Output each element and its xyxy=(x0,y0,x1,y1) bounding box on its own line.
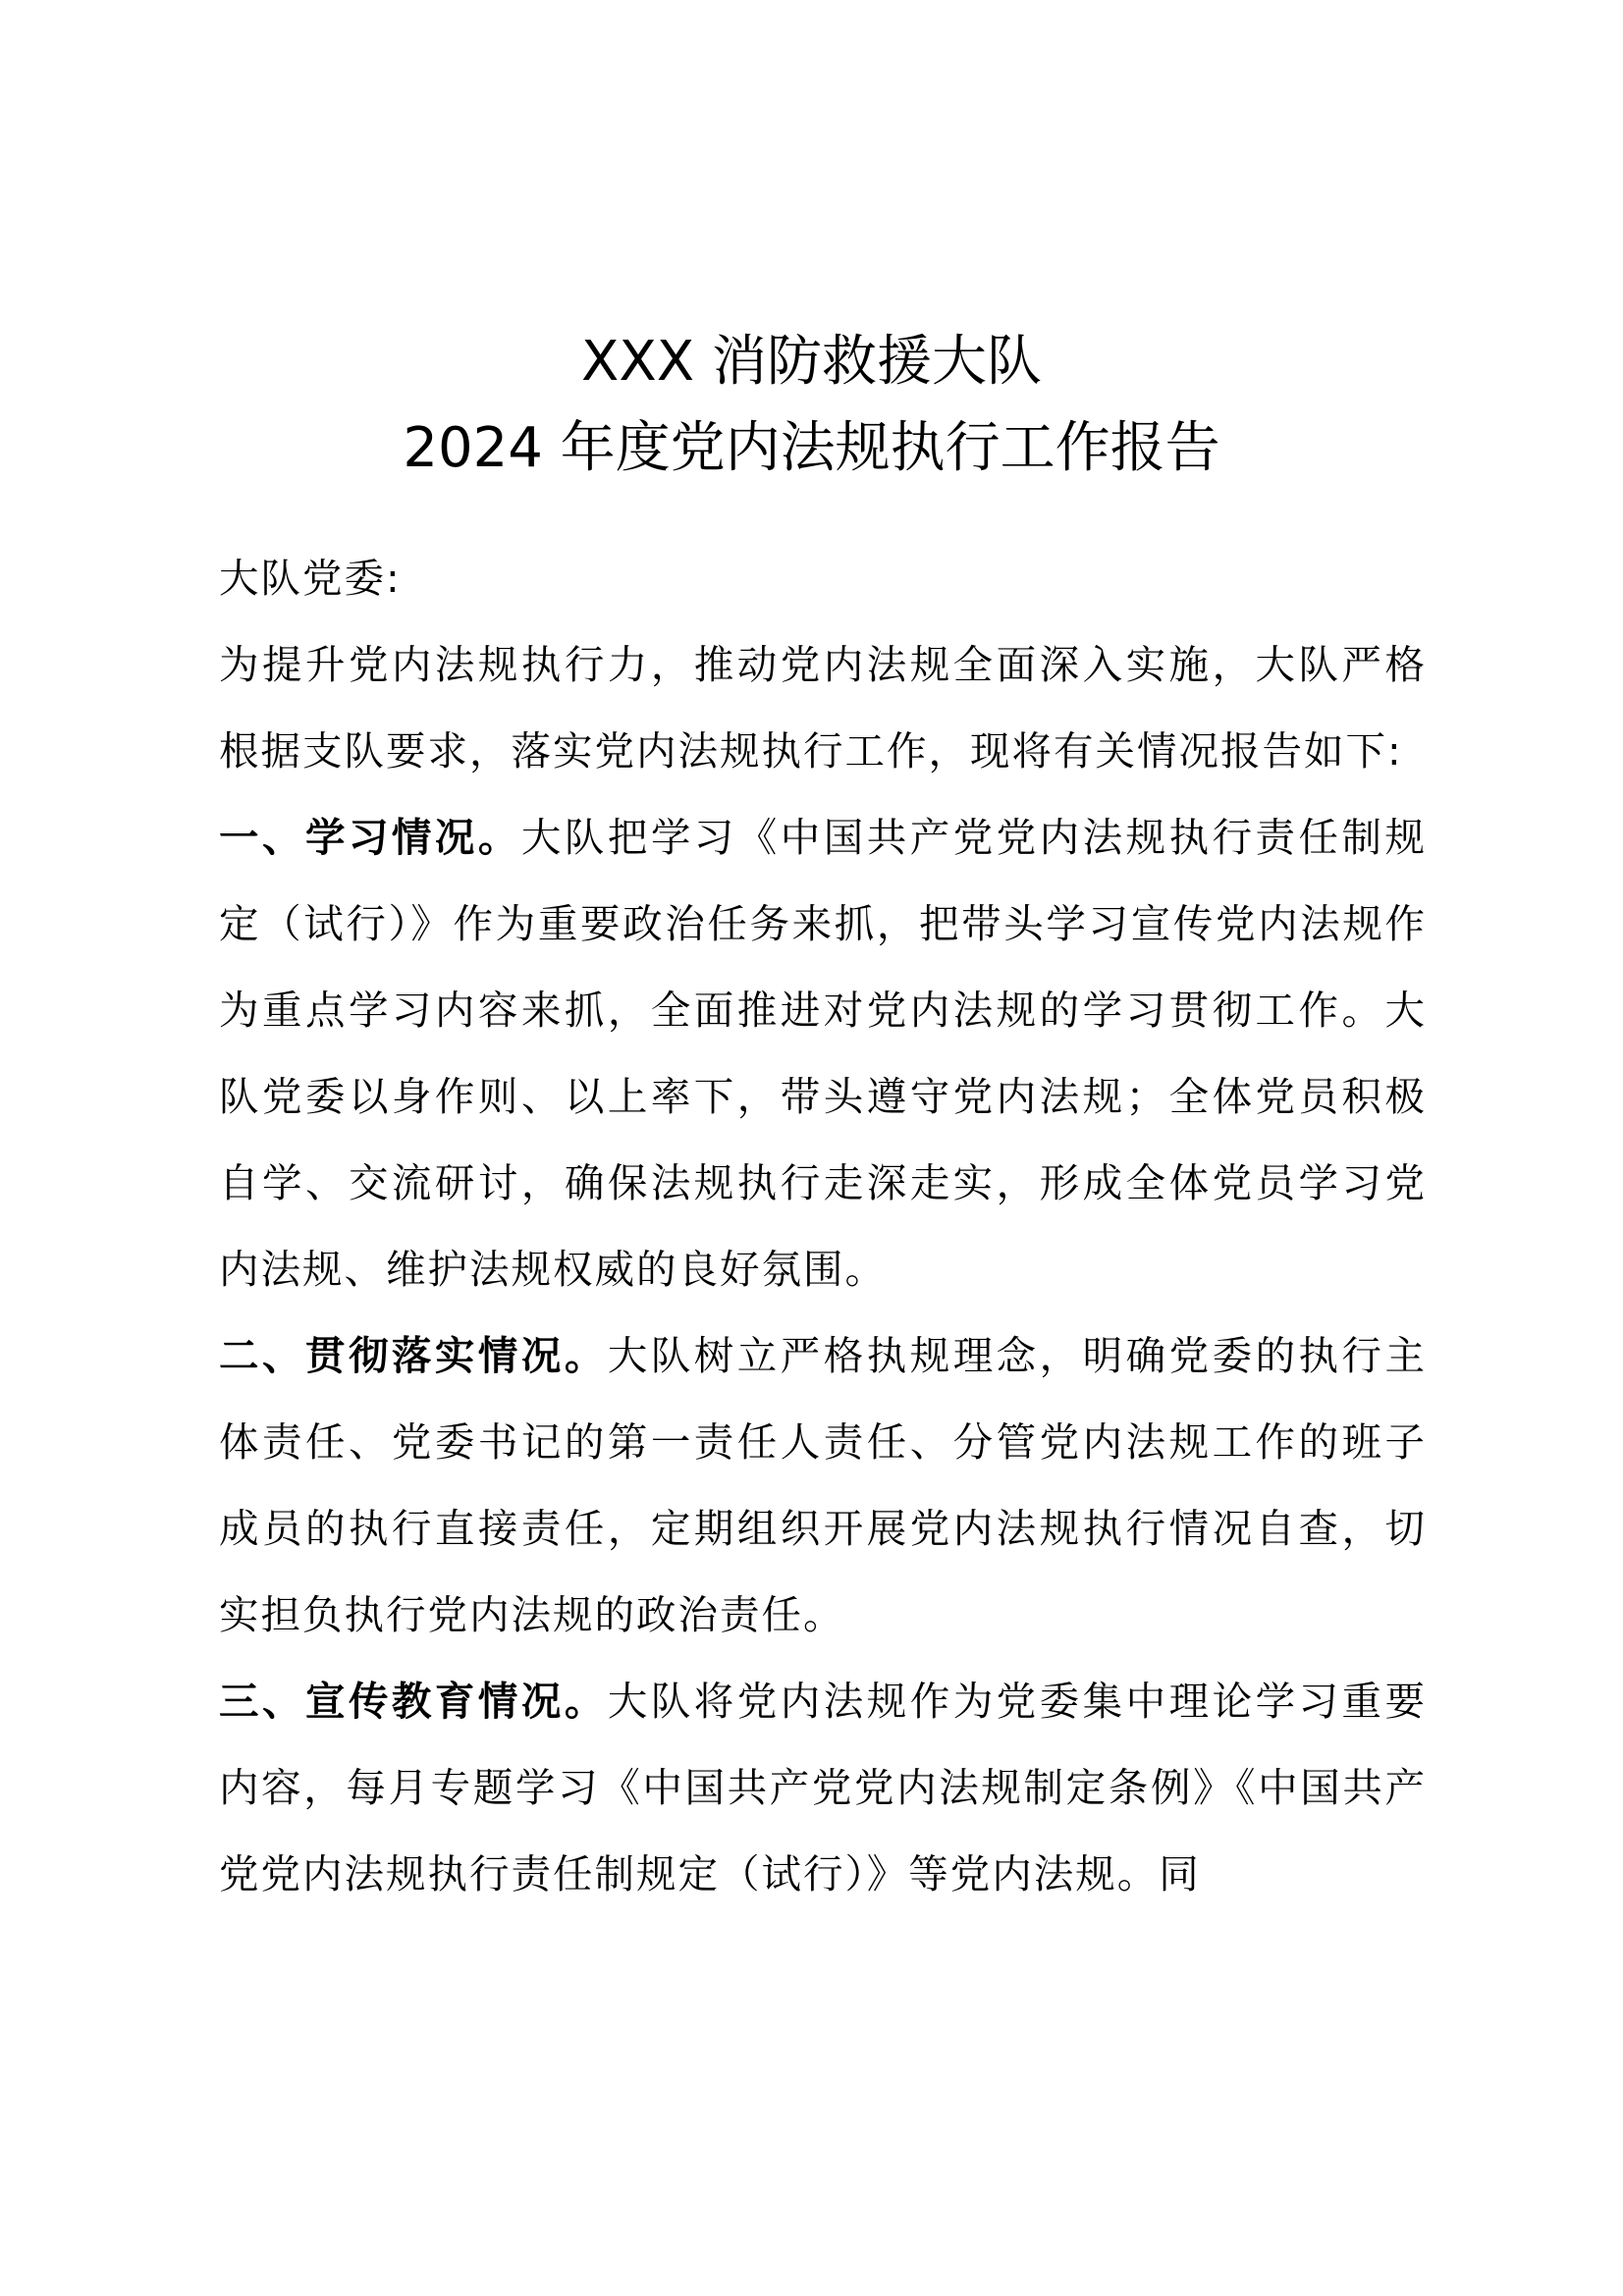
section-publicity-education xyxy=(219,1658,1427,1917)
section-heading: 二、贯彻落实情况。 xyxy=(219,1332,608,1379)
title-line-1: XXX 消防救援大队 xyxy=(581,330,1042,394)
section-heading: 一、学习情况。 xyxy=(219,814,521,861)
section-text: 大队树立严格执规理念，明确党委的执行主体责任、党委书记的第一责任人责任、分管党内法规工作的班子成员的执行直接责任，定期组织开展党内法规执行情况自查，切实担负执行党内法规的政治责任。 xyxy=(219,1332,1428,1638)
title-line-2: 2024 年度党内法规执行工作报告 xyxy=(403,416,1220,480)
section-learning xyxy=(219,794,1427,1312)
section-text: 大队将党内法规作为党委集中理论学习重要内容，每月专题学习《中国共产党党内法规制定条例》《中国共产党党内法规执行责任制规定（试行）》等党内法规。同 xyxy=(219,1678,1428,1897)
salutation: 大队党委: xyxy=(219,555,402,602)
section-text: 大队把学习《中国共产党党内法规执行责任制规定（试行）》作为重要政治任务来抓，把带头学习宣传党内法规作为重点学习内容来抓，全面推进对党内法规的学习贯彻工作。大队党委以身作则、以上率下，带头遵守党内法规；全体党员积极自学、交流研讨，确保法规执行走深走实，形成全体党员学习党内法规、维护法规权威的良好氛围。 xyxy=(219,814,1428,1293)
section-heading: 三、宣传教育情况。 xyxy=(219,1678,608,1725)
section-implementation xyxy=(219,1312,1427,1658)
document-title xyxy=(0,319,1623,492)
document-body xyxy=(219,535,1427,1917)
intro-paragraph: 为提升党内法规执行力，推动党内法规全面深入实施，大队严格根据支队要求，落实党内法规执行工作，现将有关情况报告如下: xyxy=(219,641,1427,774)
